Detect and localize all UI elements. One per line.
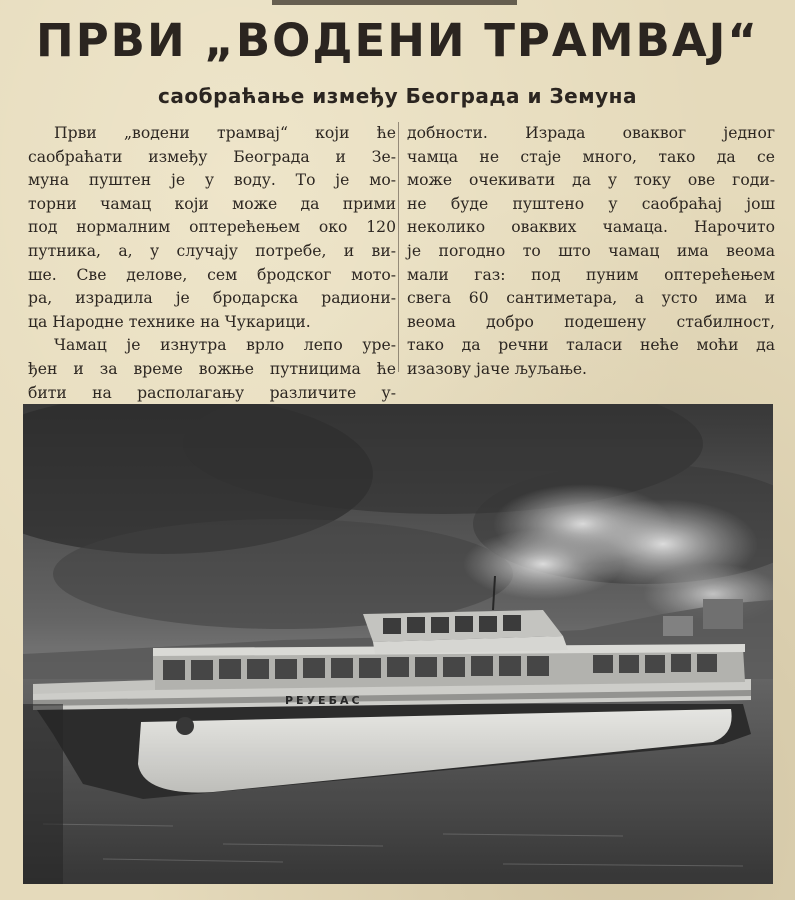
text-line: ше. Све делове, сем бродског мото- [28,265,396,284]
text-line: неколико оваквих чамаца. Нарочито [407,218,775,237]
text-line: под нормалним оптерећењем око 120 [28,218,396,237]
subtitle: саобраћање између Београда и Земуна [158,84,637,108]
article-column-left [28,122,396,405]
text-line: Чамац је изнутра врло лепо уре- [54,336,396,355]
text-line: муна пуштен је у воду. То је мо- [28,171,396,190]
text-line: Први „водени трамвај“ који ће [54,124,396,142]
text-line: добности. Израда оваквог једног [407,124,775,142]
text-line: ђен и за време вожње путницима ће [28,359,396,378]
text-line: тако да речни таласи неће моћи да [407,336,775,355]
text-line: изазову јаче љуљање. [407,359,587,378]
text-line: веома добро подешену стабилност, [407,312,775,331]
text-line: чамца не стаје много, тако да се [407,147,775,166]
top-rule [272,0,517,5]
text-line: ра, израдила је бродарска радиони- [28,289,396,308]
text-line: може очекивати да у току ове годи- [407,171,775,190]
text-line: ца Народне технике на Чукарици. [28,312,311,331]
text-line: торни чамац који може да прими [28,194,396,213]
text-line: свега 60 сантиметара, а усто има и [407,289,775,308]
boat-photo-illustration [23,404,773,884]
text-line: путника, а, у случају потребе, и ви- [28,241,396,260]
text-line: мали газ: под пуним оптерећењем [407,265,775,284]
text-line: бити на располагању различите у- [28,383,396,402]
column-divider [398,122,399,372]
boat-photo [23,404,773,884]
text-line: саобраћати између Београда и Зе- [28,147,396,166]
text-line: не буде пуштено у саобраћај још [407,194,775,213]
headline: ПРВИ „ВОДЕНИ ТРАМВАЈ“ [36,14,759,67]
text-line: је погодно то што чамац има веома [407,241,775,260]
boat-name-label: РЕУЕБАС [285,694,363,707]
article-column-right [407,122,775,382]
